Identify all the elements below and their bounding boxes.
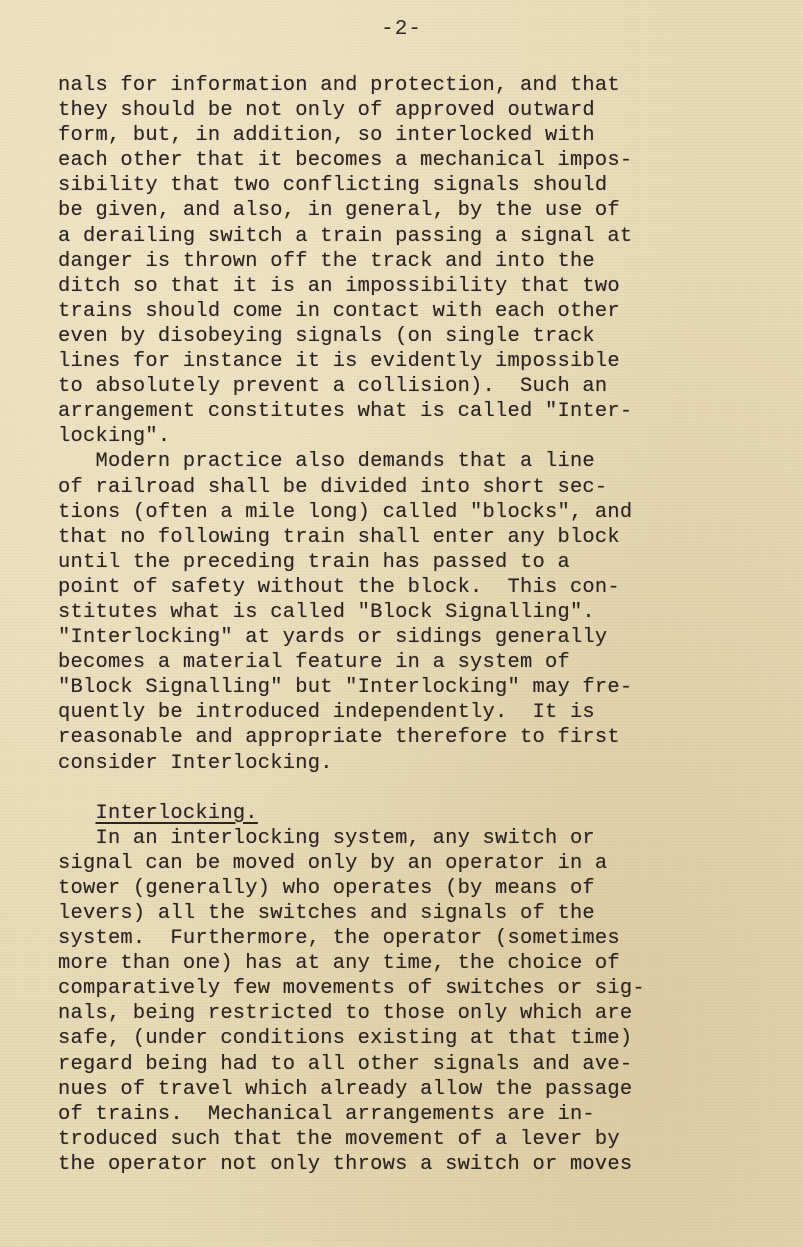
text-line: system. Furthermore, the operator (sometimes xyxy=(58,927,620,951)
section-interlocking xyxy=(58,801,778,1177)
text-line: signal can be moved only by an operator in a xyxy=(58,851,608,875)
text-line: until the preceding train has passed to a xyxy=(58,550,570,574)
text-line: nals for information and protection, and that xyxy=(58,74,620,97)
section-heading: Interlocking. xyxy=(95,801,258,825)
text-line: regard being had to all other signals and ave- xyxy=(58,1052,633,1076)
text-line: each other that it becomes a mechanical impos- xyxy=(58,149,633,173)
text-line: trains should come in contact with each other xyxy=(58,299,620,323)
text-line: consider Interlocking. xyxy=(58,751,333,775)
text-line: stitutes what is called "Block Signalling". xyxy=(58,600,595,624)
text-line: locking". xyxy=(58,425,171,449)
text-line: "Block Signalling" but "Interlocking" may fre- xyxy=(58,676,633,700)
text-line: troduced such that the movement of a lever by xyxy=(58,1127,620,1151)
text-line: they should be not only of approved outward xyxy=(58,99,595,123)
text-line: sibility that two conflicting signals should xyxy=(58,174,608,198)
text-line: even by disobeying signals (on single track xyxy=(58,324,595,348)
text-line: "Interlocking" at yards or sidings generally xyxy=(58,626,608,650)
text-line: arrangement constitutes what is called "Inter- xyxy=(58,400,633,424)
text-line: tower (generally) who operates (by means of xyxy=(58,876,595,900)
text-line: becomes a material feature in a system of xyxy=(58,651,570,675)
text-line: lines for instance it is evidently impossible xyxy=(58,350,620,374)
text-line: nues of travel which already allow the passage xyxy=(58,1077,633,1101)
text-line: ditch so that it is an impossibility that two xyxy=(58,274,620,298)
section-heading-line xyxy=(58,801,778,826)
page-number: -2- xyxy=(381,18,422,41)
text-line: nals, being restricted to those only which are xyxy=(58,1002,633,1026)
text-line: tions (often a mile long) called "blocks", and xyxy=(58,500,633,524)
text-line: danger is thrown off the track and into the xyxy=(58,249,595,273)
text-line: Modern practice also demands that a line xyxy=(58,450,595,474)
text-line: a derailing switch a train passing a signal at xyxy=(58,224,633,248)
paragraph-2 xyxy=(58,449,778,775)
text-line: safe, (under conditions existing at that time) xyxy=(58,1027,633,1051)
blank-line xyxy=(58,776,778,801)
text-line: the operator not only throws a switch or moves xyxy=(58,1152,633,1176)
text-line: of railroad shall be divided into short sec- xyxy=(58,475,608,499)
paragraph-1 xyxy=(58,73,778,449)
text-line: quently be introduced independently. It is xyxy=(58,701,595,725)
text-line: point of safety without the block. This con- xyxy=(58,575,620,599)
text-line: more than one) has at any time, the choice of xyxy=(58,952,620,976)
text-line: of trains. Mechanical arrangements are in- xyxy=(58,1102,595,1126)
text-line: levers) all the switches and signals of the xyxy=(58,902,595,925)
body-text xyxy=(58,73,778,1177)
text-line: to absolutely prevent a collision). Such an xyxy=(58,375,608,399)
text-line: that no following train shall enter any block xyxy=(58,525,620,549)
text-line: In an interlocking system, any switch or xyxy=(58,826,595,850)
text-line: form, but, in addition, so interlocked with xyxy=(58,124,595,148)
text-line: comparatively few movements of switches or sig- xyxy=(58,977,645,1001)
text-line: reasonable and appropriate therefore to first xyxy=(58,726,620,750)
text-line: be given, and also, in general, by the use of xyxy=(58,199,620,223)
